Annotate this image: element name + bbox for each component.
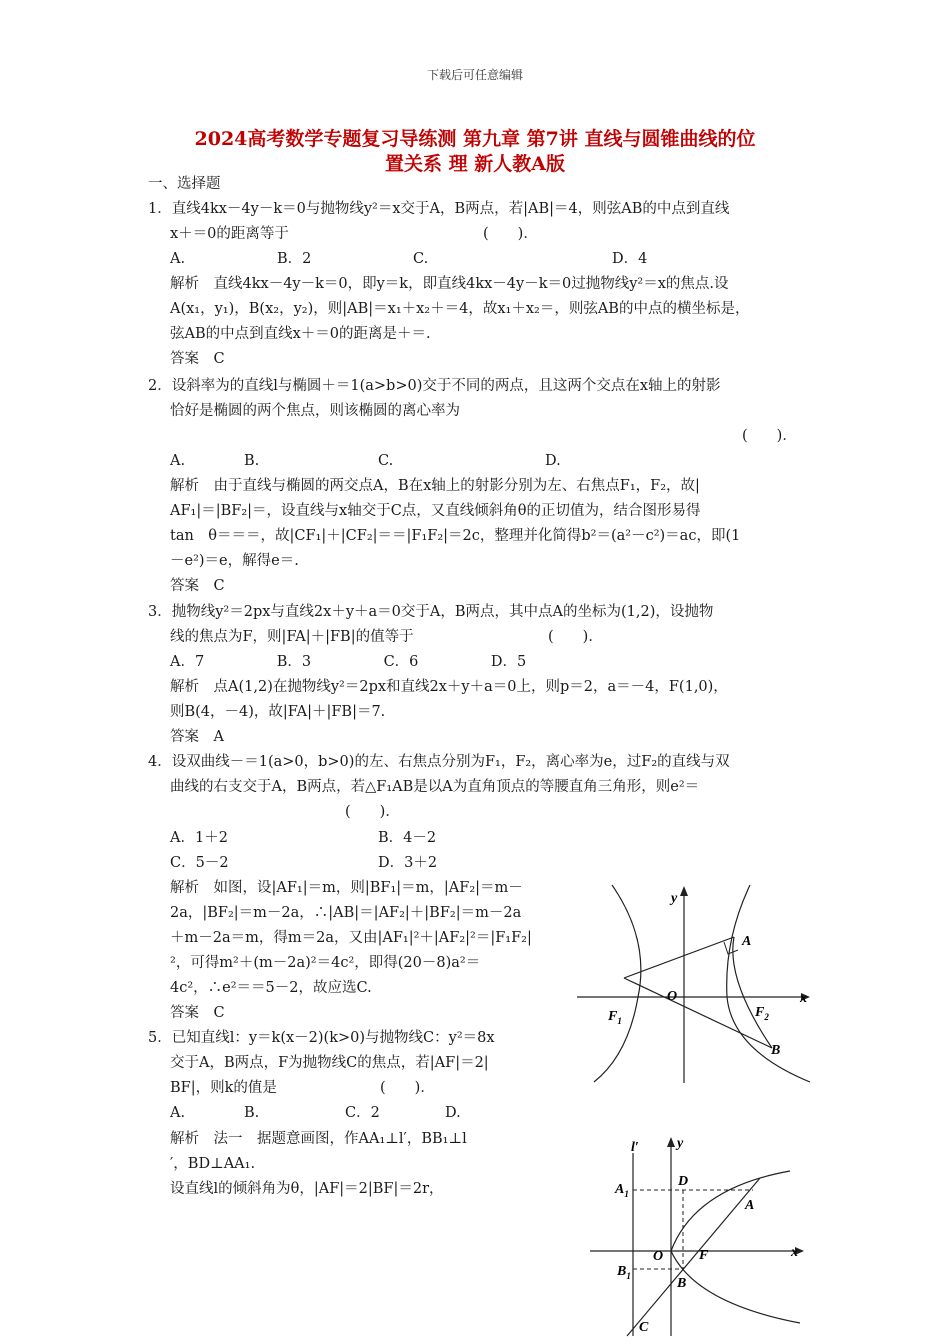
label-A: A xyxy=(745,1198,755,1213)
q2-stem-line1: 2．设斜率为的直线l与椭圆＋＝1(a>b>0)交于不同的两点，且这两个交点在x轴上的射影 xyxy=(148,378,721,394)
q5-solution-line2: ′，BD⊥AA₁. xyxy=(170,1156,256,1172)
q2-answer: 答案 C xyxy=(170,578,225,594)
label-O: O xyxy=(653,1249,664,1264)
label-D: D xyxy=(678,1174,689,1189)
q5-solution-line3: 设直线l的倾斜角为θ，|AF|＝2|BF|＝2r， xyxy=(170,1181,444,1197)
section-heading: 一、选择题 xyxy=(148,176,221,192)
segment-F1B xyxy=(624,978,772,1048)
q4-solution-line2: 2a，|BF₂|＝m－2a，∴|AB|＝|AF₂|＋|BF₂|＝m－2a xyxy=(170,905,522,921)
q4-option-d: D．3＋2 xyxy=(378,855,438,871)
q1-option-d: D．4 xyxy=(612,251,648,267)
q1-solution-line1: 解析 直线4kx－4y－k＝0，即y＝k，即直线4kx－4y－k＝0过抛物线y²＝x的焦点.设 xyxy=(170,276,729,292)
hyperbola-figure xyxy=(572,880,817,1085)
q5-option-d: D. xyxy=(445,1105,461,1121)
q2-solution-line4: －e²)＝e，解得e＝. xyxy=(170,553,299,569)
label-x: x xyxy=(791,1245,798,1260)
q4-answer: 答案 C xyxy=(170,1005,225,1021)
q1-answer: 答案 C xyxy=(170,351,225,367)
q4-solution-line5: 4c²，∴e²＝＝5－2，故应选C. xyxy=(170,980,372,996)
q4-stem-line2: 曲线的右支交于A，B两点，若△F₁AB是以A为直角顶点的等腰直角三角形，则e²＝ xyxy=(170,779,700,795)
q4-solution-line1: 解析 如图，设|AF₁|＝m，则|BF₁|＝m，|AF₂|＝m－ xyxy=(170,880,523,896)
document-title-line2: 置关系 理 新人教A版 xyxy=(385,153,565,175)
label-B1: $B_1$ xyxy=(617,1264,631,1281)
label-F1: $F_1$ xyxy=(608,1009,622,1026)
page-header: 下载后可任意编辑 xyxy=(426,68,523,82)
q2-option-a: A. xyxy=(170,453,186,469)
label-x: x xyxy=(800,991,807,1006)
q4-option-b: B．4－2 xyxy=(378,830,437,846)
q3-answer: 答案 A xyxy=(170,729,224,745)
line-l xyxy=(627,1178,760,1336)
q4-solution-line3: ＋m－2a＝m，得m＝2a，又由|AF₁|²＋|AF₂|²＝|F₁F₂| xyxy=(170,930,532,946)
q5-solution-line1: 解析 法一 据题意画图，作AA₁⊥l′，BB₁⊥l xyxy=(170,1131,467,1147)
label-l-prime: l′ xyxy=(631,1140,639,1155)
q2-option-c: C. xyxy=(378,453,394,469)
q2-solution-line1: 解析 由于直线与椭圆的两交点A，B在x轴上的射影分别为左、右焦点F₁，F₂，故| xyxy=(170,478,700,494)
q1-stem-line1: 1．直线4kx－4y－k＝0与抛物线y²＝x交于A，B两点，若|AB|＝4，则弦AB的中点到直线 xyxy=(148,201,730,217)
label-F2: $F_2$ xyxy=(755,1005,769,1022)
q4-option-c: C．5－2 xyxy=(170,855,229,871)
q5-answer-paren: ( )． xyxy=(380,1080,435,1096)
parabola-curve xyxy=(671,1171,800,1323)
q2-solution-line3: tan θ＝＝＝，故|CF₁|＋|CF₂|＝＝|F₁F₂|＝2c，整理并化简得b²＝(a²－c²)＝ac，即(1 xyxy=(170,528,741,544)
q2-option-b: B. xyxy=(244,453,260,469)
q3-solution-line2: 则B(4，－4)，故|FA|＋|FB|＝7. xyxy=(170,704,386,720)
q5-option-a: A. xyxy=(170,1105,186,1121)
q5-stem-line1: 5．已知直线l：y＝k(x－2)(k>0)与抛物线C：y²＝8x xyxy=(148,1030,495,1046)
label-y: y xyxy=(671,891,678,906)
q1-solution-line3: 弦AB的中点到直线x＋＝0的距离是＋＝. xyxy=(170,326,431,342)
q2-answer-paren: ( )． xyxy=(742,428,797,444)
q5-option-b: B. xyxy=(244,1105,260,1121)
y-axis-arrow xyxy=(667,1137,675,1147)
q3-solution-line1: 解析 点A(1,2)在抛物线y²＝2px和直线2x＋y＋a＝0上，则p＝2，a＝－4，F(1,0)， xyxy=(170,679,728,695)
label-A: A xyxy=(742,934,752,949)
label-y: y xyxy=(677,1136,684,1151)
label-F: F xyxy=(699,1248,709,1263)
label-B: B xyxy=(677,1276,687,1291)
q4-stem-line1: 4．设双曲线－＝1(a>0，b>0)的左、右焦点分别为F₁，F₂，离心率为e，过F₂的直线与双 xyxy=(148,754,730,770)
q1-solution-line2: A(x₁，y₁)，B(x₂，y₂)，则|AB|＝x₁＋x₂＋＝4，故x₁＋x₂＝，则弦AB的中点的横坐标是， xyxy=(170,301,750,317)
q3-stem-line1: 3．抛物线y²＝2px与直线2x＋y＋a＝0交于A，B两点，其中点A的坐标为(1,2)，设抛物 xyxy=(148,604,714,620)
q2-solution-line2: AF₁|＝|BF₂|＝，设直线与x轴交于C点，又直线倾斜角θ的正切值为，结合图形易得 xyxy=(170,503,701,519)
y-axis-arrow xyxy=(680,886,688,896)
q5-stem-line3: BF|，则k的值是 xyxy=(170,1080,277,1096)
q1-option-b: B．2 xyxy=(277,251,312,267)
q3-stem-line2: 线的焦点为F，则|FA|＋|FB|的值等于 xyxy=(170,629,414,645)
label-A1: $A_1$ xyxy=(615,1182,629,1199)
label-B: B xyxy=(771,1043,781,1058)
q3-options: A．7 B．3 C．6 D．5 xyxy=(170,654,527,670)
q4-solution-line4: ²，可得m²＋(m－2a)²＝4c²，即得(20－8)a²＝ xyxy=(170,955,481,971)
q5-stem-line2: 交于A，B两点，F为抛物线C的焦点，若|AF|＝2| xyxy=(170,1055,489,1071)
q2-option-d: D. xyxy=(545,453,561,469)
q1-stem-line2: x＋＝0的距离等于 xyxy=(170,226,289,242)
parabola-figure xyxy=(585,1133,820,1338)
q1-option-c: C. xyxy=(413,251,429,267)
label-C: C xyxy=(639,1320,649,1335)
q2-stem-line2: 恰好是椭圆的两个焦点，则该椭圆的离心率为 xyxy=(170,403,460,419)
q3-answer-paren: ( )． xyxy=(548,629,603,645)
q4-answer-paren: ( )． xyxy=(345,804,400,820)
document-title-line1: 2024高考数学专题复习导练测 第九章 第7讲 直线与圆锥曲线的位 xyxy=(194,128,756,150)
q1-answer-paren: ( )． xyxy=(483,226,538,242)
q1-option-a: A. xyxy=(170,251,186,267)
label-O: O xyxy=(667,989,678,1004)
q5-option-c: C．2 xyxy=(345,1105,380,1121)
q4-option-a: A．1＋2 xyxy=(170,830,228,846)
hyperbola-left-branch xyxy=(594,885,641,1082)
